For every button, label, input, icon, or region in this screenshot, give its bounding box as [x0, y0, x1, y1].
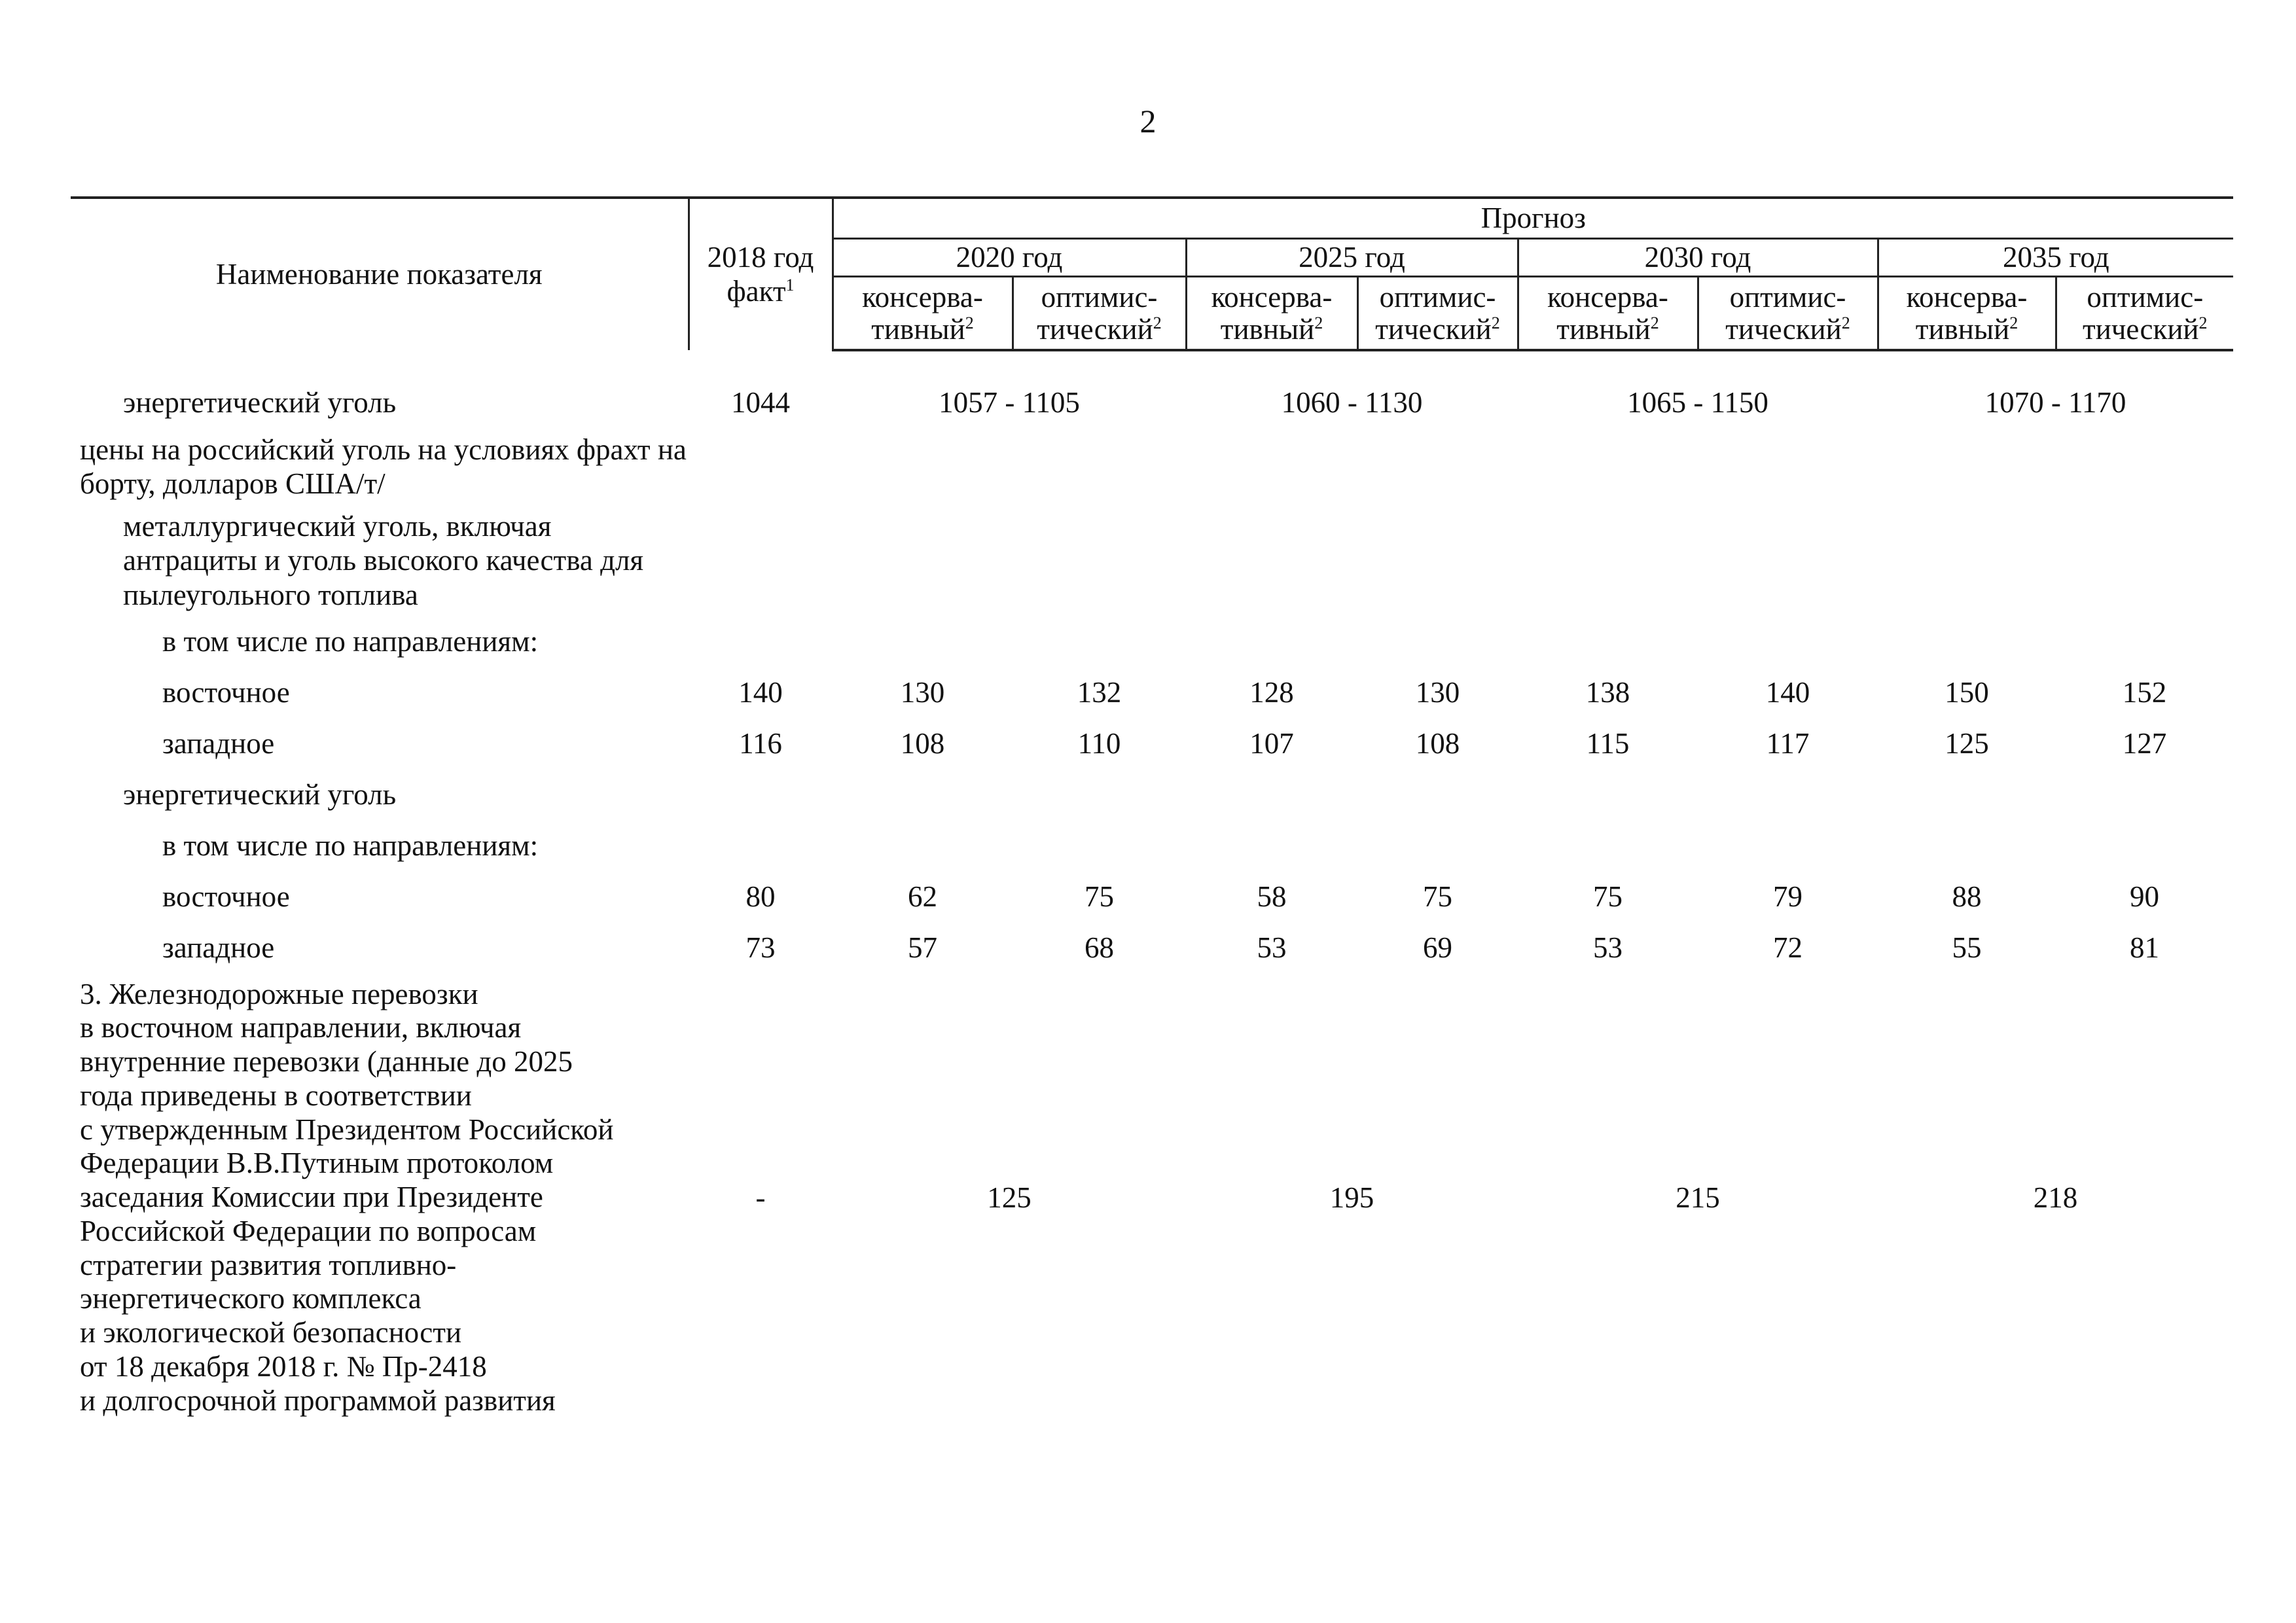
- row-label: восточное: [162, 880, 290, 914]
- variant-label: консерва-: [862, 280, 983, 313]
- cell-value: 68: [1085, 931, 1114, 965]
- variant-label: тический: [1375, 313, 1492, 346]
- label-line: 3. Железнодорожные перевозки: [80, 977, 478, 1010]
- year-header-2020: 2020 год: [833, 238, 1186, 276]
- variant-header-conservative: [1518, 276, 1698, 350]
- variant-label: оптимис-: [1729, 280, 1846, 313]
- cell-value: 130: [900, 676, 945, 709]
- row-heading: металлургический уголь, включая антрациты и уголь высокого качества для пылеугольного топлива: [123, 509, 644, 612]
- cell-value: 108: [900, 727, 945, 760]
- variant-header-conservative: [833, 276, 1013, 350]
- cell-value: 127: [2122, 727, 2167, 760]
- cell-value: 80: [745, 880, 776, 914]
- footnote-marker: 2: [1841, 313, 1850, 332]
- cell-value: 53: [1593, 931, 1623, 965]
- label-line: от 18 декабря 2018 г. № Пр-2418: [80, 1349, 487, 1383]
- cell-value: 218: [2033, 1181, 2078, 1214]
- table-row: [71, 821, 2233, 872]
- variant-label: тический: [1037, 313, 1153, 346]
- cell-value: 115: [1586, 727, 1630, 760]
- range-value: 1070 - 1170: [1984, 386, 2126, 419]
- year-header-2030: 2030 год: [1518, 238, 1878, 276]
- variant-label: оптимис-: [1041, 280, 1158, 313]
- label-line: заседания Комиссии при Президенте: [80, 1181, 543, 1214]
- table-row: [71, 872, 2233, 923]
- table-row: [71, 923, 2233, 974]
- footnote-marker: 2: [1491, 313, 1500, 332]
- fact-value: -: [755, 1181, 766, 1214]
- cell-value: 140: [1765, 676, 1810, 709]
- table-row: [71, 770, 2233, 821]
- cell-value: 107: [1249, 727, 1294, 760]
- cell-value: 55: [1952, 931, 1982, 965]
- forecast-table: [71, 196, 2233, 1421]
- variant-header-optimistic: [1698, 276, 1878, 350]
- variant-header-conservative: [1878, 276, 2056, 350]
- row-label: западное: [162, 931, 275, 965]
- table-row: [71, 616, 2233, 668]
- year-header-2035: 2035 год: [1878, 238, 2233, 276]
- year-header-2025: 2025 год: [1186, 238, 1518, 276]
- variant-label: консерва-: [1906, 280, 2028, 313]
- cell-value: 215: [1676, 1181, 1720, 1214]
- variant-label: оптимис-: [2087, 280, 2204, 313]
- cell-value: 81: [2130, 931, 2160, 965]
- table-row: [71, 974, 2233, 1422]
- cell-value: 138: [1585, 676, 1630, 709]
- variant-label: тивный: [1915, 313, 2010, 346]
- cell-value: 117: [1766, 727, 1810, 760]
- variant-header-optimistic: [1357, 276, 1518, 350]
- cell-value: 108: [1415, 727, 1460, 760]
- fact-label: факт: [726, 275, 786, 308]
- cell-value: 75: [1423, 880, 1452, 914]
- cell-value: 79: [1773, 880, 1803, 914]
- column-header-forecast: Прогноз: [833, 198, 2233, 238]
- row-label: энергетический уголь: [123, 386, 397, 419]
- cell-value: 140: [738, 676, 783, 709]
- variant-header-optimistic: [1013, 276, 1186, 350]
- variant-header-optimistic: [2056, 276, 2233, 350]
- fact-year-label: 2018 год: [707, 240, 814, 274]
- table-row: [71, 719, 2233, 770]
- label-line: года приведены в соответствии: [80, 1079, 472, 1112]
- variant-header-conservative: [1186, 276, 1357, 350]
- cell-value: 75: [1593, 880, 1623, 914]
- cell-value: 132: [1077, 676, 1122, 709]
- label-line: стратегии развития топливно-: [80, 1248, 457, 1281]
- variant-label: консерва-: [1211, 280, 1333, 313]
- cell-value: 75: [1085, 880, 1114, 914]
- row-label: восточное: [162, 676, 290, 709]
- label-line: Российской Федерации по вопросам: [80, 1214, 537, 1247]
- cell-value: 88: [1952, 880, 1982, 914]
- column-header-name: Наименование показателя: [71, 198, 689, 350]
- cell-value: 130: [1415, 676, 1460, 709]
- fact-value: 1044: [731, 386, 790, 419]
- cell-value: 116: [739, 727, 782, 760]
- cell-value: 90: [2130, 880, 2160, 914]
- label-line: и экологической безопасности: [80, 1316, 462, 1349]
- row-heading: цены на российский уголь на условиях фрахт на борту, долларов США/т/: [80, 433, 687, 501]
- cell-value: 69: [1423, 931, 1452, 965]
- footnote-marker: 2: [2009, 313, 2018, 332]
- variant-label: тический: [2083, 313, 2199, 346]
- footnote-marker: 2: [965, 313, 974, 332]
- cell-value: 125: [987, 1181, 1031, 1214]
- footnote-marker: 2: [1650, 313, 1659, 332]
- table-row: [71, 429, 2233, 505]
- cell-value: 73: [745, 931, 776, 965]
- variant-label: тивный: [871, 313, 965, 346]
- cell-value: 150: [1945, 676, 1989, 709]
- footnote-marker: 1: [785, 276, 795, 295]
- range-value: 1057 - 1105: [939, 386, 1080, 419]
- cell-value: 58: [1257, 880, 1287, 914]
- page-number: 2: [1139, 103, 1157, 139]
- row-label: западное: [162, 727, 275, 760]
- rail-transport-label: [71, 974, 689, 1422]
- cell-value: 53: [1257, 931, 1287, 965]
- range-value: 1060 - 1130: [1281, 386, 1423, 419]
- footnote-marker: 2: [1153, 313, 1162, 332]
- table-row: [71, 378, 2233, 429]
- cell-value: 128: [1249, 676, 1294, 709]
- label-line: Федерации В.В.Путиным протоколом: [80, 1147, 554, 1180]
- column-header-fact: [689, 198, 833, 350]
- cell-value: 125: [1945, 727, 1989, 760]
- footnote-marker: 2: [1314, 313, 1323, 332]
- variant-label: оптимис-: [1379, 280, 1496, 313]
- label-line: внутренние перевозки (данные до 2025: [80, 1045, 573, 1079]
- variant-label: консерва-: [1547, 280, 1668, 313]
- table-row: [71, 668, 2233, 719]
- table-header: [71, 198, 2233, 350]
- range-value: 1065 - 1150: [1627, 386, 1768, 419]
- label-line: с утвержденным Президентом Российской: [80, 1113, 614, 1146]
- table-row: [71, 505, 2233, 616]
- row-heading: энергетический уголь: [123, 778, 397, 812]
- cell-value: 57: [908, 931, 937, 965]
- table-body: [71, 350, 2233, 1422]
- cell-value: 152: [2122, 676, 2167, 709]
- cell-value: 72: [1773, 931, 1803, 965]
- label-line: и долгосрочной программой развития: [80, 1383, 556, 1417]
- label-line: в восточном направлении, включая: [80, 1011, 522, 1044]
- row-heading: в том числе по направлениям:: [162, 829, 539, 863]
- footnote-marker: 2: [2198, 313, 2208, 332]
- cell-value: 62: [908, 880, 937, 914]
- variant-label: тический: [1725, 313, 1842, 346]
- cell-value: 110: [1077, 727, 1121, 760]
- variant-label: тивный: [1556, 313, 1651, 346]
- cell-value: 195: [1329, 1181, 1374, 1214]
- row-heading: в том числе по направлениям:: [162, 625, 539, 658]
- label-line: энергетического комплекса: [80, 1282, 422, 1315]
- variant-label: тивный: [1220, 313, 1315, 346]
